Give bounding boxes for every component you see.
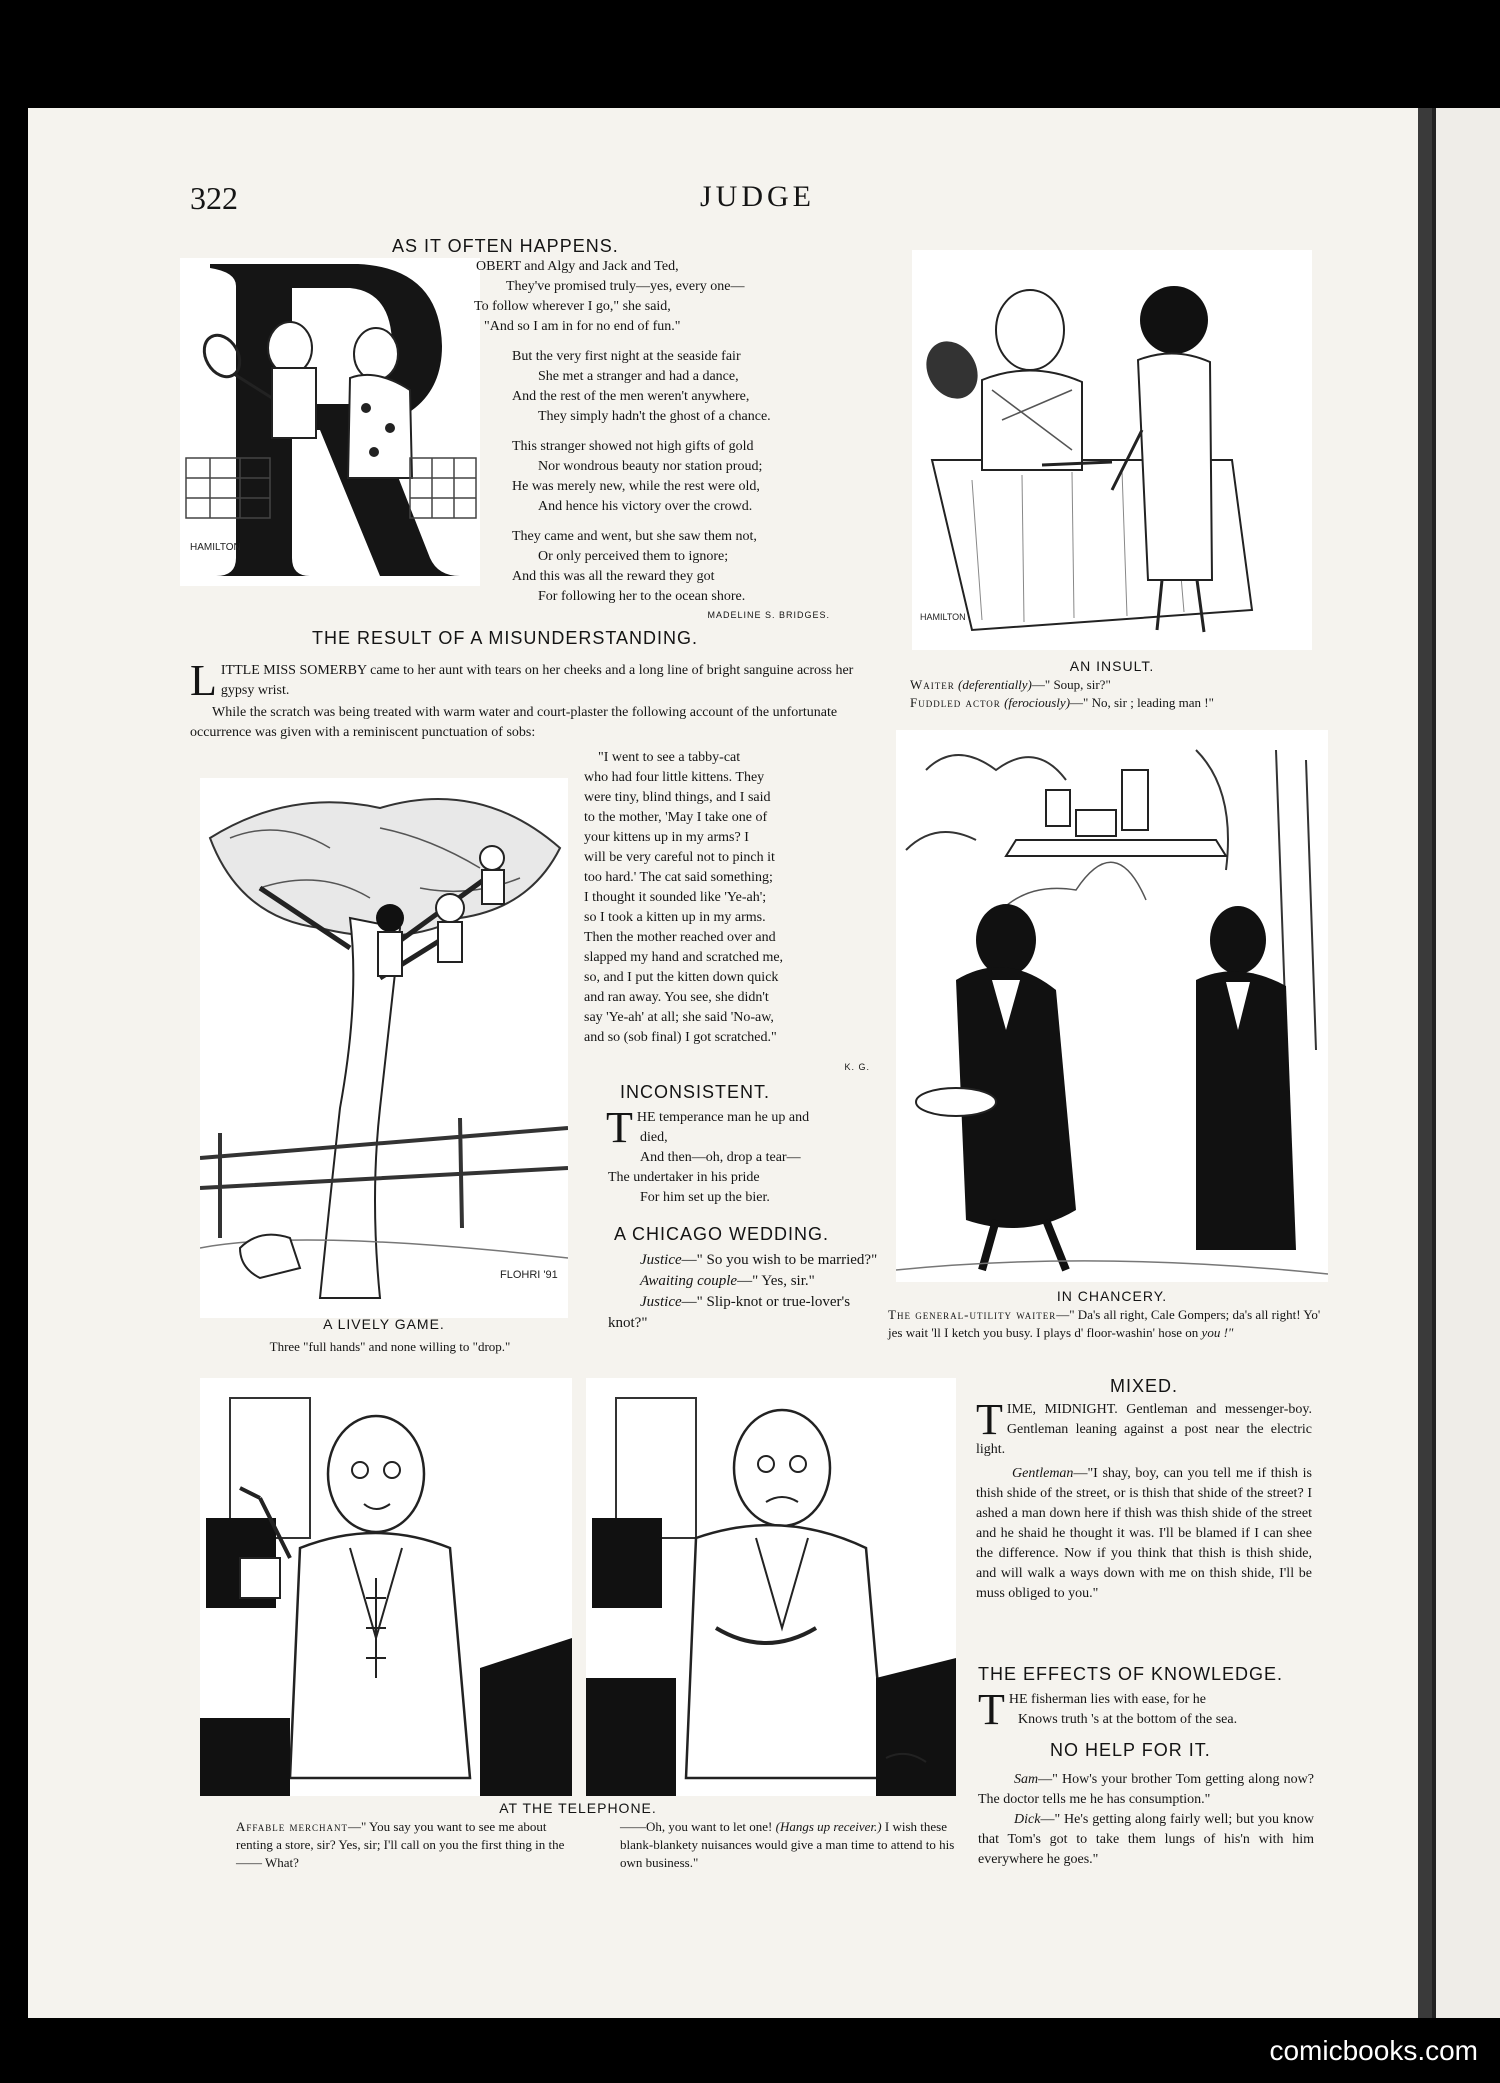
watermark: comicbooks.com [1269, 2035, 1478, 2066]
poem-body [476, 257, 846, 607]
poem-line: And the rest of the men weren't anywhere, [512, 389, 750, 404]
telephone-caption-left: Affable merchant—" You say you want to see me about renting a store, sir? Yes, sir; I'll call on you the first thing in the—— What? [236, 1819, 565, 1870]
dropcap-illustration [180, 258, 480, 586]
svg-text:HAMILTON: HAMILTON [190, 542, 241, 553]
poem-line: For following her to the ocean shore. [538, 589, 746, 604]
insult-illustration [912, 250, 1312, 650]
mixed-title: MIXED. [1110, 1376, 1179, 1396]
poem-title: AS IT OFTEN HAPPENS. [392, 236, 619, 256]
telephone-illustration-right [586, 1378, 956, 1796]
chicago-body: Justice—" So you wish to be married?" Awaiting couple—" Yes, sir." Justice—" Slip-knot or true-lover's knot?" [608, 1252, 878, 1331]
telephone-caption-right: ——Oh, you want to let one! (Hangs up receiver.) I wish these blank-blankety nuisances would give a man time to attend to his own business." [620, 1819, 955, 1870]
chancery-illustration [896, 730, 1328, 1282]
inconsistent-poem: THE temperance man he up and died, And then—oh, drop a tear— The undertaker in his pride For him set up the bier. [606, 1103, 810, 1205]
inconsistent-title: INCONSISTENT. [620, 1082, 771, 1102]
svg-text:HAMILTON: HAMILTON [920, 612, 966, 622]
nohelp-title: NO HELP FOR IT. [1050, 1740, 1211, 1760]
lively-game-illustration [200, 778, 568, 1318]
facing-page-edge [1432, 108, 1500, 2018]
story-para1: LITTLE MISS SOMERBY came to her aunt with tears on her cheeks and a long line of bright sanguine across her gypsy wrist. [190, 656, 854, 705]
story-quote: "I went to see a tabby-cat who had four little kittens. They were tiny, blind things, and I said to the mother, 'May I take one of your kittens up in my arms? I will be very careful not to pinch it too hard.' The cat said something; I thought it sounded like 'Ye-ah'; so I took a kitten up in my arms. Then the mother reached over and slapped my hand and scratched me, so, and I put the kitten down quick and ran away. You see, she didn't say 'Ye-ah' at all; she said 'No-aw, and so (sob final) I got scratched." [584, 750, 784, 1045]
chancery-caption: The general-utility waiter—" Da's all right, Cale Gompers; da's all right! Yo' jes wait 'll I ketch you busy. I plays d' floor-washin' hose on you !" [888, 1307, 1321, 1340]
effects-title: THE EFFECTS OF KNOWLEDGE. [978, 1664, 1284, 1684]
mixed-speech: Gentleman—"I shay, boy, can you tell me if thish is thish shide of the street, or is thish that shide of the street? I ashed a man down here if thish was thish shide of the street and he shaid he thought it was. I'll be blamed if I can shee the difference. Now if you think that thish is thish shide, and will walk a ways down with me on thish shide, I'll be muss obliged to you." [976, 1466, 1312, 1601]
effects-body: THE fisherman lies with ease, for he Knows truth 's at the bottom of the sea. [978, 1685, 1238, 1734]
poem-line: To follow wherever I go," she said, [474, 299, 671, 314]
insult-caption: Waiter (deferentially)—" Soup, sir?" Fuddled actor (ferociously)—" No, sir ; leading man !" [910, 677, 1214, 710]
nohelp-body: Sam—" How's your brother Tom getting along now? The doctor tells me he has consumption." Dick—" He's getting along fairly well; but you know that Tom's got to take them lungs of his'n with him everywhere he goes." [978, 1772, 1314, 1867]
poem-line: OBERT and Algy and Jack and Ted, [476, 259, 679, 274]
poem-line: And this was all the reward they got [512, 569, 715, 584]
poem-line: Nor wondrous beauty nor station proud; [538, 459, 763, 474]
svg-text:FLOHRI '91: FLOHRI '91 [500, 1269, 558, 1281]
page-number: 322 [190, 180, 238, 216]
poem-author: MADELINE S. BRIDGES. [707, 610, 830, 620]
story-para2: While the scratch was being treated with warm water and court-plaster the following account of the unfortunate occurrence was given with a reminiscent punctuation of sobs: [190, 705, 838, 740]
telephone-caption-title: AT THE TELEPHONE. [499, 1800, 657, 1816]
telephone-illustration-left [200, 1378, 572, 1796]
story-signature: K. G. [844, 1062, 870, 1072]
poem-line: He was merely new, while the rest were old, [512, 479, 760, 494]
poem-line: They've promised truly—yes, every one— [506, 279, 745, 294]
poem-line: She met a stranger and had a dance, [538, 369, 739, 384]
poem-line: They came and went, but she saw them not, [512, 529, 757, 544]
story-title: THE RESULT OF A MISUNDERSTANDING. [312, 628, 699, 648]
poem-line: They simply hadn't the ghost of a chance. [538, 409, 771, 424]
lively-game-caption-title: A LIVELY GAME. [323, 1316, 445, 1332]
poem-line: "And so I am in for no end of fun." [484, 319, 681, 334]
chancery-caption-title: IN CHANCERY. [1056, 1288, 1168, 1304]
poem-line: Or only perceived them to ignore; [538, 549, 729, 564]
lively-game-caption: Three "full hands" and none willing to "drop." [269, 1339, 511, 1354]
mixed-scene: TIME, MIDNIGHT. Gentleman and messenger-boy. Gentleman leaning against a post near the electric light. [976, 1395, 1312, 1457]
chicago-title: A CHICAGO WEDDING. [614, 1224, 830, 1244]
page-gutter [1418, 108, 1432, 2018]
running-head: JUDGE [700, 180, 815, 213]
poem-line: This stranger showed not high gifts of gold [512, 439, 754, 454]
poem-line: But the very first night at the seaside fair [512, 349, 741, 364]
poem-line: And hence his victory over the crowd. [538, 499, 753, 514]
insult-caption-title: AN INSULT. [1069, 658, 1155, 674]
